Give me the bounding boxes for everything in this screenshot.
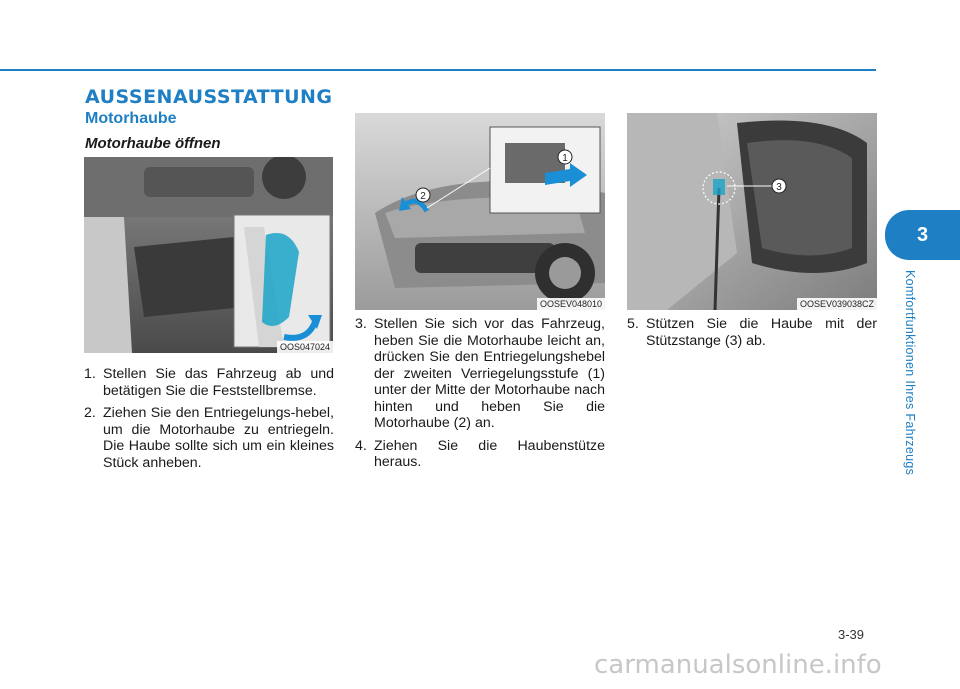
svg-text:3: 3: [776, 182, 782, 193]
step-number: 3.: [355, 316, 367, 332]
figure-code: OOSEV048010: [537, 298, 605, 310]
chapter-number: 3: [916, 223, 929, 246]
top-rule: [0, 69, 876, 71]
steps-column-3: [627, 316, 877, 355]
step-2: [84, 405, 334, 471]
page-heading: Motorhaube: [85, 110, 177, 127]
step-text: Stellen Sie sich vor das Fahrzeug, heben Sie die Motorhaube leicht an, drücken Sie den Entriegelungshebel der zweiten Verriegelungsstufe (1) unter der Mitte der Motorhaube nach hinten und heben Sie die Motorhaube (2) an.: [374, 316, 605, 431]
svg-text:1: 1: [562, 153, 568, 164]
figure-release-lever: [84, 157, 333, 353]
step-1: [84, 366, 334, 399]
page-subheading: Motorhaube öffnen: [85, 135, 221, 152]
step-5: [627, 316, 877, 349]
section-title: AUSSENAUSSTATTUNG: [85, 86, 333, 108]
step-number: 1.: [84, 366, 96, 382]
page-number: 3-39: [838, 627, 865, 642]
step-number: 4.: [355, 437, 367, 454]
callout-1: [558, 150, 572, 164]
chapter-label: Komfortfunktionen Ihres Fahrzeugs: [903, 270, 917, 476]
figure-code: OOSEV039038CZ: [797, 298, 877, 310]
steps-column-2: [355, 316, 605, 477]
step-number: 2.: [84, 405, 96, 421]
step-3: [355, 316, 605, 432]
callout-2: [416, 188, 430, 202]
step-number: 5.: [627, 316, 639, 332]
step-text: Stützen Sie die Haube mit der Stützstange (3) ab.: [646, 316, 877, 349]
figure-hood-rod: [627, 113, 877, 310]
steps-column-1: [84, 366, 334, 477]
release-lever-illustration: [84, 157, 333, 353]
watermark: carmanualsonline.info: [594, 650, 882, 680]
callout-3: [772, 179, 786, 193]
figure-code: OOS047024: [277, 341, 333, 353]
figure-vehicle-front: [355, 113, 605, 310]
chapter-tab[interactable]: [885, 210, 960, 260]
vehicle-front-illustration: [355, 113, 605, 310]
step-4: [355, 438, 605, 471]
step-text: Ziehen Sie die Haubenstütze heraus.: [374, 437, 605, 470]
step-text: Stellen Sie das Fahrzeug ab und betätigen Sie die Feststellbremse.: [103, 366, 334, 399]
hood-rod-illustration: [627, 113, 877, 310]
svg-text:2: 2: [420, 191, 426, 202]
step-text: Ziehen Sie den Entriegelungs-hebel, um die Motorhaube zu entriegeln. Die Haube sollte sich um ein kleines Stück anheben.: [103, 405, 334, 471]
